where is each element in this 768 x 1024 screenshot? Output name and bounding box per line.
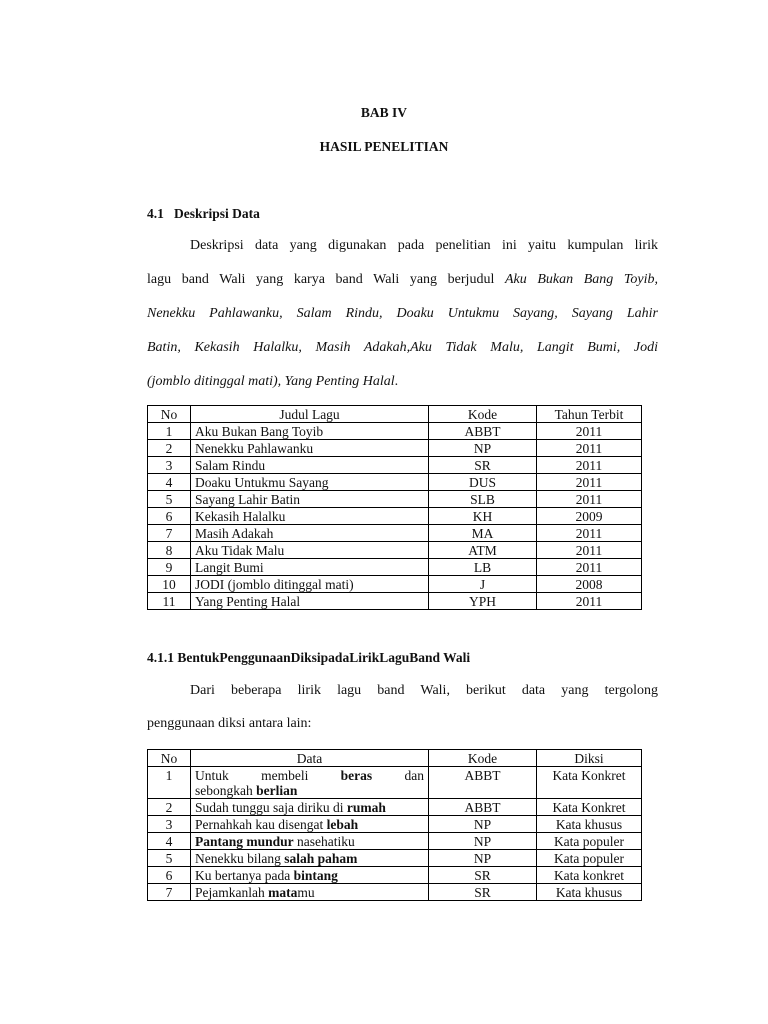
- table-row: [148, 423, 642, 440]
- song-title-cell: Aku Bukan Bang Toyib: [191, 423, 429, 440]
- song-code-cell: SLB: [429, 491, 537, 508]
- table-row: [148, 457, 642, 474]
- table-row: [148, 867, 642, 884]
- diction-code-cell: ABBT: [429, 767, 537, 799]
- diction-data-cell: [191, 850, 429, 867]
- song-year-cell: 2011: [537, 423, 642, 440]
- song-no-cell: 1: [148, 423, 191, 440]
- diction-code-cell: NP: [429, 816, 537, 833]
- diction-type-cell: Kata konkret: [537, 867, 642, 884]
- table-row: [148, 559, 642, 576]
- diction-type-cell: Kata khusus: [537, 884, 642, 901]
- song-no-cell: 3: [148, 457, 191, 474]
- diction-code-cell: ABBT: [429, 799, 537, 816]
- table-row: [148, 474, 642, 491]
- intro-line-5-italic: (jomblo ditinggal mati), Yang Penting Halal: [147, 374, 395, 389]
- table-row: [148, 799, 642, 816]
- song-year-cell: 2011: [537, 593, 642, 610]
- lyric-text: Nenekku bilang: [195, 851, 285, 866]
- diction-data-cell: [191, 884, 429, 901]
- song-title-cell: Salam Rindu: [191, 457, 429, 474]
- lyric-line-1: [195, 768, 424, 783]
- para2-line-2: penggunaan diksi antara lain:: [147, 716, 312, 731]
- diction-table-body: [148, 750, 642, 901]
- diction-code-cell: SR: [429, 867, 537, 884]
- diction-type-cell: Kata populer: [537, 850, 642, 867]
- table-row: [148, 850, 642, 867]
- song-title-cell: Masih Adakah: [191, 525, 429, 542]
- section-number: 4.1: [147, 206, 164, 221]
- song-year-cell: 2008: [537, 576, 642, 593]
- song-title-cell: Aku Tidak Malu: [191, 542, 429, 559]
- song-title-cell: Langit Bumi: [191, 559, 429, 576]
- table-row: [148, 491, 642, 508]
- bold-word: beras: [340, 768, 373, 783]
- song-table-header-cell: Judul Lagu: [191, 406, 429, 423]
- song-table-header-cell: Kode: [429, 406, 537, 423]
- intro-line-2-italic: Aku Bukan Bang Toyib,: [504, 272, 659, 287]
- song-title-cell: Yang Penting Halal: [191, 593, 429, 610]
- diction-code-cell: NP: [429, 850, 537, 867]
- intro-line-3: [147, 306, 658, 322]
- diction-no-cell: 3: [148, 816, 191, 833]
- song-code-cell: KH: [429, 508, 537, 525]
- song-code-cell: LB: [429, 559, 537, 576]
- lyric-text: sebongkah: [195, 783, 257, 798]
- bold-word: bintang: [293, 868, 338, 883]
- diction-type-cell: Kata khusus: [537, 816, 642, 833]
- table-row: [148, 525, 642, 542]
- diction-code-cell: SR: [429, 884, 537, 901]
- song-table-header-cell: Tahun Terbit: [537, 406, 642, 423]
- para2-line-1: Dari beberapa lirik lagu band Wali, berikut data yang tergolong: [190, 683, 658, 698]
- bold-word: Pantang mundur: [195, 834, 294, 849]
- diction-no-cell: 2: [148, 799, 191, 816]
- diction-type-cell: Kata Konkret: [537, 767, 642, 799]
- lyric-text: Untuk membeli: [195, 768, 341, 783]
- song-code-cell: ATM: [429, 542, 537, 559]
- table-row: [148, 767, 642, 799]
- song-code-cell: MA: [429, 525, 537, 542]
- song-code-cell: NP: [429, 440, 537, 457]
- table-row: [148, 816, 642, 833]
- section-title: Deskripsi Data: [174, 206, 260, 221]
- song-table-header-row: [148, 406, 642, 423]
- song-title-cell: Sayang Lahir Batin: [191, 491, 429, 508]
- song-title-cell: Doaku Untukmu Sayang: [191, 474, 429, 491]
- song-year-cell: 2011: [537, 440, 642, 457]
- section-heading: [147, 206, 260, 222]
- intro-line-2-plain: lagu band Wali yang karya band Wali yang berjudul: [147, 272, 505, 287]
- lyric-text: nasehatiku: [293, 834, 355, 849]
- song-table: [147, 405, 642, 610]
- diction-table-header-row: [148, 750, 642, 767]
- song-no-cell: 11: [148, 593, 191, 610]
- table-row: [148, 833, 642, 850]
- diction-no-cell: 7: [148, 884, 191, 901]
- diction-no-cell: 1: [148, 767, 191, 799]
- song-table-header-cell: No: [148, 406, 191, 423]
- song-no-cell: 9: [148, 559, 191, 576]
- intro-line-4: [147, 340, 658, 356]
- bold-word: mata: [268, 885, 298, 900]
- chapter-label: BAB IV: [360, 105, 408, 120]
- intro-line-3-italic: Nenekku Pahlawanku, Salam Rindu, Doaku Untukmu Sayang, Sayang Lahir: [147, 306, 658, 321]
- intro-line-4-italic: Batin, Kekasih Halalku, Masih Adakah,Aku Tidak Malu, Langit Bumi, Jodi: [147, 340, 658, 355]
- song-year-cell: 2011: [537, 525, 642, 542]
- song-title-cell: Nenekku Pahlawanku: [191, 440, 429, 457]
- lyric-text: dan: [372, 768, 424, 783]
- diction-data-cell: [191, 833, 429, 850]
- table-row: [148, 576, 642, 593]
- song-code-cell: DUS: [429, 474, 537, 491]
- table-row: [148, 440, 642, 457]
- table-row: [148, 508, 642, 525]
- lyric-text: Pernahkah kau disengat: [195, 817, 327, 832]
- song-year-cell: 2011: [537, 457, 642, 474]
- diction-table-header-cell: No: [148, 750, 191, 767]
- diction-code-cell: NP: [429, 833, 537, 850]
- song-code-cell: SR: [429, 457, 537, 474]
- intro-line-5: [147, 374, 658, 390]
- diction-no-cell: 6: [148, 867, 191, 884]
- song-code-cell: ABBT: [429, 423, 537, 440]
- lyric-line-2: [195, 783, 424, 798]
- song-year-cell: 2011: [537, 491, 642, 508]
- song-no-cell: 10: [148, 576, 191, 593]
- diction-data-cell: [191, 799, 429, 816]
- song-title-cell: Kekasih Halalku: [191, 508, 429, 525]
- song-year-cell: 2009: [537, 508, 642, 525]
- song-no-cell: 5: [148, 491, 191, 508]
- song-year-cell: 2011: [537, 559, 642, 576]
- song-code-cell: YPH: [429, 593, 537, 610]
- bold-word: rumah: [346, 800, 386, 815]
- diction-data-cell: [191, 816, 429, 833]
- diction-table-header-cell: Data: [191, 750, 429, 767]
- song-no-cell: 8: [148, 542, 191, 559]
- song-no-cell: 2: [148, 440, 191, 457]
- song-code-cell: J: [429, 576, 537, 593]
- diction-table-header-cell: Kode: [429, 750, 537, 767]
- bold-word: salah paham: [284, 851, 358, 866]
- table-row: [148, 884, 642, 901]
- song-table-body: [148, 406, 642, 610]
- subsection-heading: 4.1.1 BentukPenggunaanDiksipadaLirikLaguBand Wali: [147, 650, 471, 665]
- lyric-text: Sudah tunggu saja diriku di: [195, 800, 347, 815]
- song-year-cell: 2011: [537, 542, 642, 559]
- lyric-text: Ku bertanya pada: [195, 868, 294, 883]
- song-no-cell: 6: [148, 508, 191, 525]
- intro-line-5-plain: .: [394, 374, 399, 389]
- diction-table-header-cell: Diksi: [537, 750, 642, 767]
- song-no-cell: 4: [148, 474, 191, 491]
- diction-type-cell: Kata Konkret: [537, 799, 642, 816]
- chapter-title: HASIL PENELITIAN: [319, 139, 449, 154]
- intro-line-1: Deskripsi data yang digunakan pada penelitian ini yaitu kumpulan lirik: [190, 238, 658, 253]
- diction-type-cell: Kata populer: [537, 833, 642, 850]
- lyric-text: Pejamkanlah: [195, 885, 269, 900]
- song-year-cell: 2011: [537, 474, 642, 491]
- bold-word: berlian: [256, 783, 298, 798]
- diction-no-cell: 5: [148, 850, 191, 867]
- diction-data-cell: [191, 767, 429, 799]
- diction-data-cell: [191, 867, 429, 884]
- table-row: [148, 593, 642, 610]
- lyric-text: mu: [297, 885, 315, 900]
- diction-table: [147, 749, 642, 901]
- diction-no-cell: 4: [148, 833, 191, 850]
- song-no-cell: 7: [148, 525, 191, 542]
- bold-word: lebah: [326, 817, 359, 832]
- table-row: [148, 542, 642, 559]
- intro-line-2: [147, 272, 658, 288]
- song-title-cell: JODI (jomblo ditinggal mati): [191, 576, 429, 593]
